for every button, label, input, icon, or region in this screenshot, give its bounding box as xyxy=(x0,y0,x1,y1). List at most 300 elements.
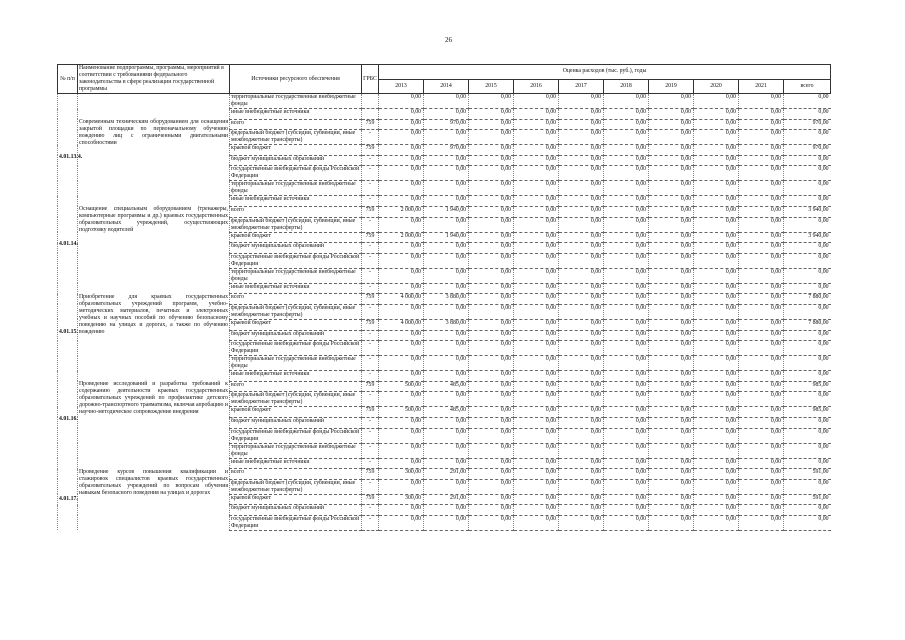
amount-cell: 0,00 xyxy=(694,341,739,356)
program-name xyxy=(78,283,230,294)
funding-source: краевой бюджет xyxy=(230,232,362,243)
amount-cell: 0,00 xyxy=(694,428,739,443)
amount-cell: 0,00 xyxy=(694,469,739,480)
amount-cell: 0,00 xyxy=(469,458,514,469)
amount-cell: 0,00 xyxy=(694,145,739,156)
amount-cell: 0,00 xyxy=(559,109,604,120)
amount-cell: 0,00 xyxy=(784,109,831,120)
grbs-code: 759 xyxy=(362,407,379,418)
amount-cell: 0,00 xyxy=(379,458,424,469)
grbs-code: 759 xyxy=(362,469,379,480)
amount-cell: 300,00 xyxy=(379,494,424,505)
row-index xyxy=(58,109,78,120)
amount-cell: 0,00 xyxy=(739,371,784,382)
amount-cell: 0,00 xyxy=(559,479,604,494)
grbs-code: - xyxy=(362,130,379,145)
amount-cell: 0,00 xyxy=(784,253,831,268)
grbs-code: 759 xyxy=(362,294,379,305)
page-number: 26 xyxy=(445,36,452,44)
amount-cell: 0,00 xyxy=(559,319,604,330)
grbs-code: - xyxy=(362,428,379,443)
amount-cell: 0,00 xyxy=(739,330,784,341)
funding-source: бюджет муниципальных образований xyxy=(230,155,362,166)
table-row xyxy=(58,206,831,217)
amount-cell: 0,00 xyxy=(514,253,559,268)
amount-cell: 0,00 xyxy=(469,94,514,109)
amount-cell: 0,00 xyxy=(784,94,831,109)
amount-cell: 0,00 xyxy=(649,356,694,371)
amount-cell: 0,00 xyxy=(694,330,739,341)
amount-cell: 0,00 xyxy=(604,181,649,196)
amount-cell: 0,00 xyxy=(379,155,424,166)
program-name xyxy=(78,109,230,120)
amount-cell: 0,00 xyxy=(424,109,469,120)
amount-cell: 4 000,00 xyxy=(379,319,424,330)
amount-cell: 0,00 xyxy=(379,417,424,428)
amount-cell: 0,00 xyxy=(379,181,424,196)
funding-source: иные внебюджетные источники xyxy=(230,109,362,120)
amount-cell: 0,00 xyxy=(559,356,604,371)
amount-cell: 0,00 xyxy=(739,392,784,407)
amount-cell: 0,00 xyxy=(649,494,694,505)
amount-cell: 0,00 xyxy=(694,494,739,505)
grbs-code: - xyxy=(362,330,379,341)
amount-cell: 0,00 xyxy=(514,243,559,254)
program-name xyxy=(78,196,230,207)
funding-source: всего xyxy=(230,469,362,480)
amount-cell: 0,00 xyxy=(379,145,424,156)
program-name: Современным техническим оборудованием для оснащения закрытой площадки по первоначальному обучению вождению лиц с ограниченными двигательными способностями xyxy=(78,119,230,196)
program-name: Проведение исследований и разработка требований к содержанию деятельности краевых государственных образовательных учреждений по профилактике детского дорожно-транспортного травматизма, включая апробацию и научно-методическое сопровождение внедрения xyxy=(78,381,230,458)
amount-cell: 0,00 xyxy=(739,515,784,530)
amount-cell: 0,00 xyxy=(739,319,784,330)
amount-cell: 0,00 xyxy=(649,417,694,428)
amount-cell: 0,00 xyxy=(469,407,514,418)
amount-cell: 0,00 xyxy=(694,94,739,109)
amount-cell: 0,00 xyxy=(559,196,604,207)
funding-source: иные внебюджетные источники xyxy=(230,196,362,207)
amount-cell: 0,00 xyxy=(649,206,694,217)
amount-cell: 0,00 xyxy=(694,155,739,166)
header-estimate: Оценка расходов (тыс. руб.), годы xyxy=(379,65,831,80)
amount-cell: 0,00 xyxy=(514,479,559,494)
amount-cell: 0,00 xyxy=(604,443,649,458)
funding-source: краевой бюджет xyxy=(230,494,362,505)
amount-cell: 0,00 xyxy=(559,458,604,469)
amount-cell: 0,00 xyxy=(649,232,694,243)
amount-cell: 0,00 xyxy=(604,458,649,469)
amount-cell: 0,00 xyxy=(559,304,604,319)
amount-cell: 0,00 xyxy=(379,515,424,530)
table-row xyxy=(58,283,831,294)
amount-cell: 0,00 xyxy=(424,155,469,166)
funding-source: государственные внебюджетные фонды Российской Федерации xyxy=(230,166,362,181)
amount-cell: 0,00 xyxy=(469,356,514,371)
amount-cell: 0,00 xyxy=(694,243,739,254)
amount-cell: 0,00 xyxy=(739,155,784,166)
amount-cell: 0,00 xyxy=(649,268,694,283)
amount-cell: 0,00 xyxy=(649,283,694,294)
amount-cell: 0,00 xyxy=(739,381,784,392)
header-year: 2018 xyxy=(604,79,649,94)
amount-cell: 500,00 xyxy=(379,407,424,418)
amount-cell: 0,00 xyxy=(514,206,559,217)
amount-cell: 0,00 xyxy=(514,283,559,294)
amount-cell: 0,00 xyxy=(604,319,649,330)
funding-source: федеральный бюджет (субсидии, субвенции, иные межбюджетные трансферты) xyxy=(230,479,362,494)
amount-cell: 0,00 xyxy=(379,94,424,109)
header-year: 2020 xyxy=(694,79,739,94)
amount-cell: 2 000,00 xyxy=(379,232,424,243)
amount-cell: 0,00 xyxy=(514,196,559,207)
program-name xyxy=(78,458,230,469)
amount-cell: 0,00 xyxy=(694,458,739,469)
funding-source: всего xyxy=(230,294,362,305)
amount-cell: 0,00 xyxy=(604,243,649,254)
amount-cell: 0,00 xyxy=(379,479,424,494)
amount-cell: 500,00 xyxy=(379,381,424,392)
header-grbs: ГРБС xyxy=(362,65,379,94)
amount-cell: 0,00 xyxy=(559,515,604,530)
amount-cell: 0,00 xyxy=(424,505,469,516)
grbs-code: - xyxy=(362,268,379,283)
row-index: 4.01.16. xyxy=(58,381,78,458)
amount-cell: 0,00 xyxy=(739,94,784,109)
amount-cell: 0,00 xyxy=(379,371,424,382)
header-year: всего xyxy=(784,79,831,94)
funding-source: федеральный бюджет (субсидии, субвенции, иные межбюджетные трансферты) xyxy=(230,217,362,232)
amount-cell: 0,00 xyxy=(469,217,514,232)
amount-cell: 0,00 xyxy=(379,392,424,407)
amount-cell: 0,00 xyxy=(469,268,514,283)
amount-cell: 0,00 xyxy=(379,268,424,283)
amount-cell: 0,00 xyxy=(469,145,514,156)
amount-cell: 0,00 xyxy=(784,479,831,494)
amount-cell: 3 940,00 xyxy=(784,206,831,217)
amount-cell: 0,00 xyxy=(784,505,831,516)
amount-cell: 0,00 xyxy=(739,294,784,305)
amount-cell: 0,00 xyxy=(649,341,694,356)
amount-cell: 0,00 xyxy=(469,109,514,120)
amount-cell: 0,00 xyxy=(559,381,604,392)
funding-source: государственные внебюджетные фонды Российской Федерации xyxy=(230,253,362,268)
amount-cell: 0,00 xyxy=(784,155,831,166)
amount-cell: 0,00 xyxy=(559,217,604,232)
amount-cell: 0,00 xyxy=(379,243,424,254)
grbs-code: 759 xyxy=(362,494,379,505)
amount-cell: 0,00 xyxy=(469,428,514,443)
row-index xyxy=(58,94,78,109)
amount-cell: 0,00 xyxy=(424,94,469,109)
amount-cell: 0,00 xyxy=(469,505,514,516)
amount-cell: 0,00 xyxy=(604,304,649,319)
amount-cell: 0,00 xyxy=(784,428,831,443)
amount-cell: 0,00 xyxy=(514,458,559,469)
amount-cell: 0,00 xyxy=(379,109,424,120)
amount-cell: 0,00 xyxy=(694,268,739,283)
grbs-code: - xyxy=(362,417,379,428)
amount-cell: 0,00 xyxy=(694,253,739,268)
amount-cell: 0,00 xyxy=(694,304,739,319)
amount-cell: 0,00 xyxy=(514,341,559,356)
amount-cell: 0,00 xyxy=(379,341,424,356)
amount-cell: 0,00 xyxy=(379,196,424,207)
amount-cell: 0,00 xyxy=(739,304,784,319)
amount-cell: 0,00 xyxy=(559,330,604,341)
amount-cell: 0,00 xyxy=(514,109,559,120)
amount-cell: 0,00 xyxy=(649,392,694,407)
amount-cell: 0,00 xyxy=(559,443,604,458)
grbs-code: - xyxy=(362,479,379,494)
grbs-code: - xyxy=(362,283,379,294)
amount-cell: 291,00 xyxy=(424,494,469,505)
table-row xyxy=(58,294,831,305)
amount-cell: 0,00 xyxy=(649,428,694,443)
amount-cell: 0,00 xyxy=(604,407,649,418)
funding-source: иные внебюджетные источники xyxy=(230,458,362,469)
amount-cell: 0,00 xyxy=(649,294,694,305)
amount-cell: 0,00 xyxy=(424,515,469,530)
amount-cell: 0,00 xyxy=(559,94,604,109)
amount-cell: 0,00 xyxy=(649,469,694,480)
amount-cell: 0,00 xyxy=(424,253,469,268)
amount-cell: 0,00 xyxy=(649,217,694,232)
amount-cell: 0,00 xyxy=(424,458,469,469)
amount-cell: 0,00 xyxy=(559,206,604,217)
budget-table-container xyxy=(57,64,830,531)
table-row xyxy=(58,469,831,480)
amount-cell: 0,00 xyxy=(469,181,514,196)
grbs-code: - xyxy=(362,341,379,356)
amount-cell: 0,00 xyxy=(559,130,604,145)
amount-cell: 0,00 xyxy=(784,330,831,341)
amount-cell: 0,00 xyxy=(424,217,469,232)
amount-cell: 0,00 xyxy=(784,458,831,469)
amount-cell: 0,00 xyxy=(784,356,831,371)
amount-cell: 291,00 xyxy=(424,469,469,480)
funding-source: всего xyxy=(230,206,362,217)
table-row xyxy=(58,458,831,469)
amount-cell: 0,00 xyxy=(604,253,649,268)
amount-cell: 3 880,00 xyxy=(424,319,469,330)
amount-cell: 0,00 xyxy=(784,283,831,294)
amount-cell: 2 000,00 xyxy=(379,206,424,217)
amount-cell: 0,00 xyxy=(784,443,831,458)
amount-cell: 0,00 xyxy=(424,417,469,428)
amount-cell: 0,00 xyxy=(424,243,469,254)
grbs-code: - xyxy=(362,458,379,469)
header-program: Наименование подпрограммы, программы, мероприятий в соответствии с требованиями федерального законодательства в сфере реализации государственной программы xyxy=(78,65,230,94)
table-row xyxy=(58,109,831,120)
amount-cell: 0,00 xyxy=(784,130,831,145)
amount-cell: 0,00 xyxy=(649,109,694,120)
amount-cell: 0,00 xyxy=(739,428,784,443)
amount-cell: 0,00 xyxy=(649,443,694,458)
amount-cell: 0,00 xyxy=(604,206,649,217)
program-name xyxy=(78,371,230,382)
amount-cell: 0,00 xyxy=(469,283,514,294)
amount-cell: 0,00 xyxy=(694,109,739,120)
amount-cell: 0,00 xyxy=(604,217,649,232)
amount-cell: 0,00 xyxy=(739,232,784,243)
amount-cell: 0,00 xyxy=(694,392,739,407)
amount-cell: 0,00 xyxy=(379,253,424,268)
amount-cell: 0,00 xyxy=(424,341,469,356)
amount-cell: 591,00 xyxy=(784,469,831,480)
funding-source: территориальные государственные внебюджетные фонды xyxy=(230,443,362,458)
amount-cell: 0,00 xyxy=(739,119,784,130)
amount-cell: 0,00 xyxy=(649,505,694,516)
amount-cell: 591,00 xyxy=(784,494,831,505)
amount-cell: 0,00 xyxy=(379,428,424,443)
funding-source: государственные внебюджетные фонды Российской Федерации xyxy=(230,515,362,530)
funding-source: иные внебюджетные источники xyxy=(230,371,362,382)
amount-cell: 0,00 xyxy=(739,243,784,254)
amount-cell: 0,00 xyxy=(694,181,739,196)
amount-cell: 0,00 xyxy=(784,371,831,382)
funding-source: всего xyxy=(230,119,362,130)
amount-cell: 0,00 xyxy=(784,515,831,530)
amount-cell: 0,00 xyxy=(604,371,649,382)
amount-cell: 0,00 xyxy=(649,130,694,145)
amount-cell: 0,00 xyxy=(739,109,784,120)
amount-cell: 0,00 xyxy=(424,130,469,145)
amount-cell: 0,00 xyxy=(514,232,559,243)
funding-source: федеральный бюджет (субсидии, субвенции, иные межбюджетные трансферты) xyxy=(230,304,362,319)
amount-cell: 0,00 xyxy=(604,94,649,109)
amount-cell: 0,00 xyxy=(739,443,784,458)
amount-cell: 300,00 xyxy=(379,469,424,480)
amount-cell: 0,00 xyxy=(559,428,604,443)
amount-cell: 0,00 xyxy=(424,356,469,371)
amount-cell: 0,00 xyxy=(739,505,784,516)
amount-cell: 0,00 xyxy=(604,505,649,516)
amount-cell: 0,00 xyxy=(694,356,739,371)
amount-cell: 0,00 xyxy=(514,505,559,516)
amount-cell: 0,00 xyxy=(514,268,559,283)
amount-cell: 0,00 xyxy=(469,469,514,480)
amount-cell: 1 940,00 xyxy=(424,206,469,217)
amount-cell: 0,00 xyxy=(604,469,649,480)
grbs-code: - xyxy=(362,443,379,458)
row-index xyxy=(58,371,78,382)
amount-cell: 0,00 xyxy=(604,268,649,283)
amount-cell: 0,00 xyxy=(784,181,831,196)
amount-cell: 0,00 xyxy=(424,443,469,458)
amount-cell: 0,00 xyxy=(604,392,649,407)
amount-cell: 485,00 xyxy=(424,381,469,392)
grbs-code xyxy=(362,94,379,109)
amount-cell: 985,00 xyxy=(784,381,831,392)
amount-cell: 0,00 xyxy=(694,196,739,207)
amount-cell: 0,00 xyxy=(649,196,694,207)
amount-cell: 0,00 xyxy=(784,304,831,319)
amount-cell: 0,00 xyxy=(694,319,739,330)
amount-cell: 0,00 xyxy=(514,515,559,530)
amount-cell: 0,00 xyxy=(739,145,784,156)
funding-source: государственные внебюджетные фонды Российской Федерации xyxy=(230,341,362,356)
funding-source: всего xyxy=(230,381,362,392)
amount-cell: 0,00 xyxy=(739,494,784,505)
amount-cell: 0,00 xyxy=(739,341,784,356)
amount-cell: 0,00 xyxy=(649,479,694,494)
amount-cell: 0,00 xyxy=(469,166,514,181)
amount-cell: 485,00 xyxy=(424,407,469,418)
amount-cell: 0,00 xyxy=(604,155,649,166)
header-year: 2014 xyxy=(424,79,469,94)
amount-cell: 0,00 xyxy=(649,155,694,166)
amount-cell: 0,00 xyxy=(649,119,694,130)
funding-source: краевой бюджет xyxy=(230,319,362,330)
funding-source: иные внебюджетные источники xyxy=(230,283,362,294)
grbs-code: 759 xyxy=(362,119,379,130)
amount-cell: 0,00 xyxy=(559,232,604,243)
row-index xyxy=(58,458,78,469)
program-name: Проведение курсов повышения квалификации и стажировок специалистов краевых государственных образовательных учреждений по вопросам обучения навыкам безопасного поведения на улицах и дорогах xyxy=(78,469,230,531)
funding-source: бюджет муниципальных образований xyxy=(230,330,362,341)
amount-cell: 0,00 xyxy=(649,166,694,181)
amount-cell: 0,00 xyxy=(424,283,469,294)
grbs-code: - xyxy=(362,392,379,407)
row-index xyxy=(58,196,78,207)
program-name xyxy=(78,94,230,109)
amount-cell: 0,00 xyxy=(469,319,514,330)
amount-cell: 0,00 xyxy=(604,166,649,181)
amount-cell: 0,00 xyxy=(379,130,424,145)
amount-cell: 0,00 xyxy=(514,166,559,181)
funding-source: территориальные государственные внебюджетные фонды xyxy=(230,181,362,196)
amount-cell: 970,00 xyxy=(424,119,469,130)
amount-cell: 0,00 xyxy=(514,94,559,109)
amount-cell: 0,00 xyxy=(559,119,604,130)
amount-cell: 0,00 xyxy=(514,294,559,305)
amount-cell: 0,00 xyxy=(559,371,604,382)
amount-cell: 0,00 xyxy=(424,428,469,443)
amount-cell: 0,00 xyxy=(694,417,739,428)
row-index: 4.01.14. xyxy=(58,206,78,283)
amount-cell: 0,00 xyxy=(784,268,831,283)
amount-cell: 0,00 xyxy=(469,515,514,530)
amount-cell: 0,00 xyxy=(514,443,559,458)
amount-cell: 0,00 xyxy=(694,371,739,382)
amount-cell: 0,00 xyxy=(379,304,424,319)
grbs-code: - xyxy=(362,253,379,268)
amount-cell: 0,00 xyxy=(469,494,514,505)
funding-source: бюджет муниципальных образований xyxy=(230,505,362,516)
amount-cell: 0,00 xyxy=(469,304,514,319)
amount-cell: 0,00 xyxy=(649,304,694,319)
amount-cell: 0,00 xyxy=(694,206,739,217)
amount-cell: 0,00 xyxy=(559,283,604,294)
amount-cell: 0,00 xyxy=(784,196,831,207)
amount-cell: 0,00 xyxy=(649,371,694,382)
amount-cell: 0,00 xyxy=(559,494,604,505)
amount-cell: 0,00 xyxy=(784,243,831,254)
program-name: Приобретение для краевых государственных образовательных учреждений программ, учебно-методических материалов, печатных и электронных учебных и научных пособий по обучению безопасному поведению на улицах и дорогах, а также по обучению вождению xyxy=(78,294,230,371)
amount-cell: 0,00 xyxy=(649,181,694,196)
amount-cell: 0,00 xyxy=(649,94,694,109)
amount-cell: 0,00 xyxy=(469,330,514,341)
amount-cell: 0,00 xyxy=(694,505,739,516)
amount-cell: 0,00 xyxy=(784,417,831,428)
amount-cell: 0,00 xyxy=(604,283,649,294)
amount-cell: 0,00 xyxy=(514,330,559,341)
amount-cell: 0,00 xyxy=(559,155,604,166)
grbs-code: - xyxy=(362,217,379,232)
grbs-code: - xyxy=(362,181,379,196)
amount-cell: 0,00 xyxy=(514,381,559,392)
amount-cell: 0,00 xyxy=(469,479,514,494)
